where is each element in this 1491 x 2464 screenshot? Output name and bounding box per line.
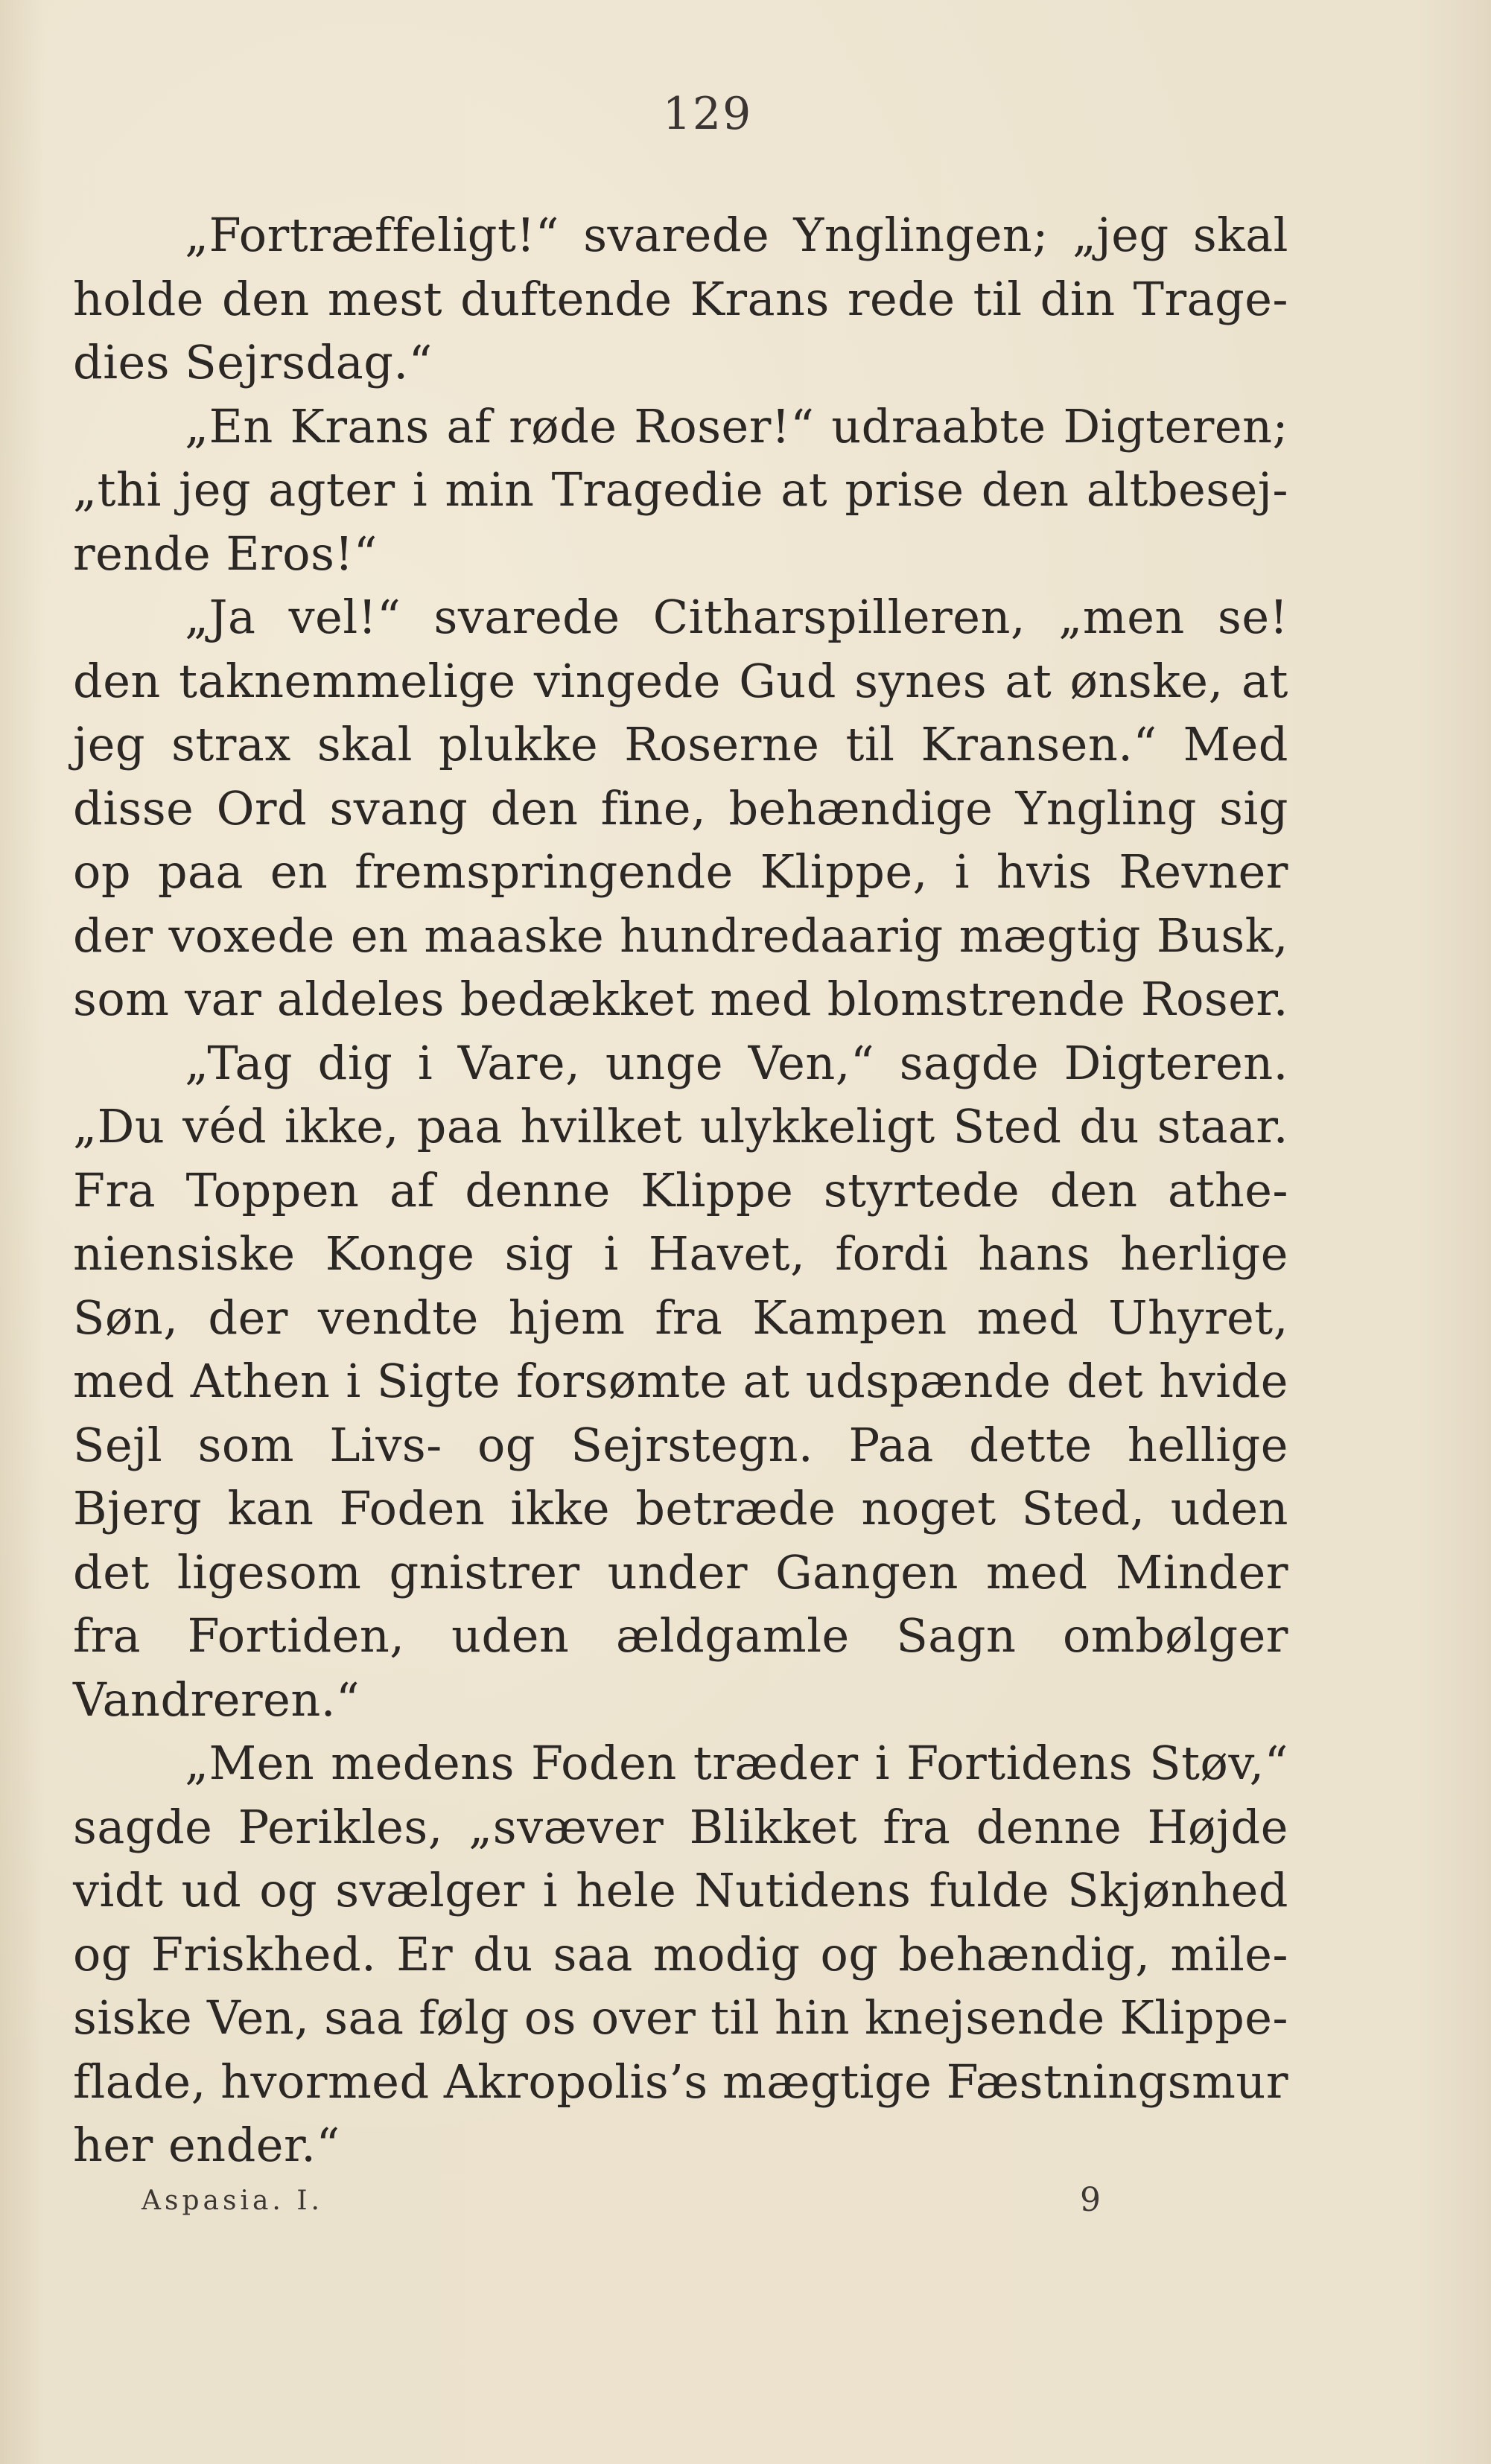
text-line: disse Ord svang den fine, behændige Yngling sig — [73, 780, 1288, 835]
text-line: vidt ud og svælger i hele Nutidens fulde Skjønhed — [73, 1863, 1288, 1917]
text-line: niensiske Konge sig i Havet, fordi hans herlige — [73, 1226, 1288, 1281]
text-line: „Du véd ikke, paa hvilket ulykkeligt Sted du staar. — [73, 1099, 1288, 1153]
text-line: „Fortræffeligt!“ svarede Ynglingen; „jeg skal — [185, 208, 1288, 262]
text-line: dies Sejrsdag.“ — [73, 335, 433, 389]
text-line: „Ja vel!“ svarede Citharspilleren, „men se! — [185, 590, 1288, 644]
text-line: Fra Toppen af denne Klippe styrtede den athe- — [73, 1162, 1288, 1217]
text-line: her ender.“ — [73, 2118, 340, 2172]
text-line: det ligesom gnistrer under Gangen med Minder — [73, 1544, 1288, 1599]
text-line: og Friskhed. Er du saa modig og behændig, mile- — [73, 1926, 1288, 1981]
text-line: Sejl som Livs- og Sejrstegn. Paa dette hellige — [73, 1417, 1288, 1472]
text-line: siske Ven, saa følg os over til hin knejsende Klippe- — [73, 1990, 1288, 2045]
text-line: flade, hvormed Akropolis’s mægtige Fæstningsmur — [73, 2054, 1288, 2109]
page-footer — [142, 2181, 1110, 2230]
text-line: Søn, der vendte hjem fra Kampen med Uhyret, — [73, 1290, 1288, 1345]
text-line: fra Fortiden, uden ældgamle Sagn ombølger — [73, 1608, 1288, 1663]
text-line: holde den mest duftende Krans rede til din Trage- — [73, 271, 1288, 326]
text-line: „En Krans af røde Roser!“ udraabte Digteren; — [185, 398, 1288, 453]
page-number: 129 — [662, 88, 753, 140]
text-line: jeg strax skal plukke Roserne til Kransen.“ Med — [73, 717, 1288, 771]
sheet-number: 9 — [1080, 2181, 1101, 2219]
text-line: med Athen i Sigte forsømte at udspænde det hvide — [73, 1354, 1288, 1408]
text-line: Bjerg kan Foden ikke betræde noget Sted, uden — [73, 1481, 1288, 1535]
body-text — [73, 203, 1288, 2177]
text-line: sagde Perikles, „svæver Blikket fra denne Højde — [73, 1799, 1288, 1854]
text-line: „thi jeg agter i min Tragedie at prise den altbesej- — [73, 462, 1288, 517]
text-line: rende Eros!“ — [73, 526, 378, 581]
text-line: den taknemmelige vingede Gud synes at ønske, at — [73, 653, 1288, 708]
text-line: op paa en fremspringende Klippe, i hvis Revner — [73, 844, 1288, 899]
text-line: „Men medens Foden træder i Fortidens Støv,“ — [185, 1736, 1288, 1790]
text-line: Vandreren.“ — [73, 1672, 360, 1727]
text-line: som var aldeles bedækket med blomstrende Roser. — [73, 972, 1288, 1026]
text-line: „Tag dig i Vare, unge Ven,“ sagde Digteren. — [185, 1035, 1288, 1090]
text-line: der voxede en maaske hundredaarig mægtig Busk, — [73, 908, 1288, 963]
signature-mark: Aspasia. I. — [142, 2186, 323, 2216]
